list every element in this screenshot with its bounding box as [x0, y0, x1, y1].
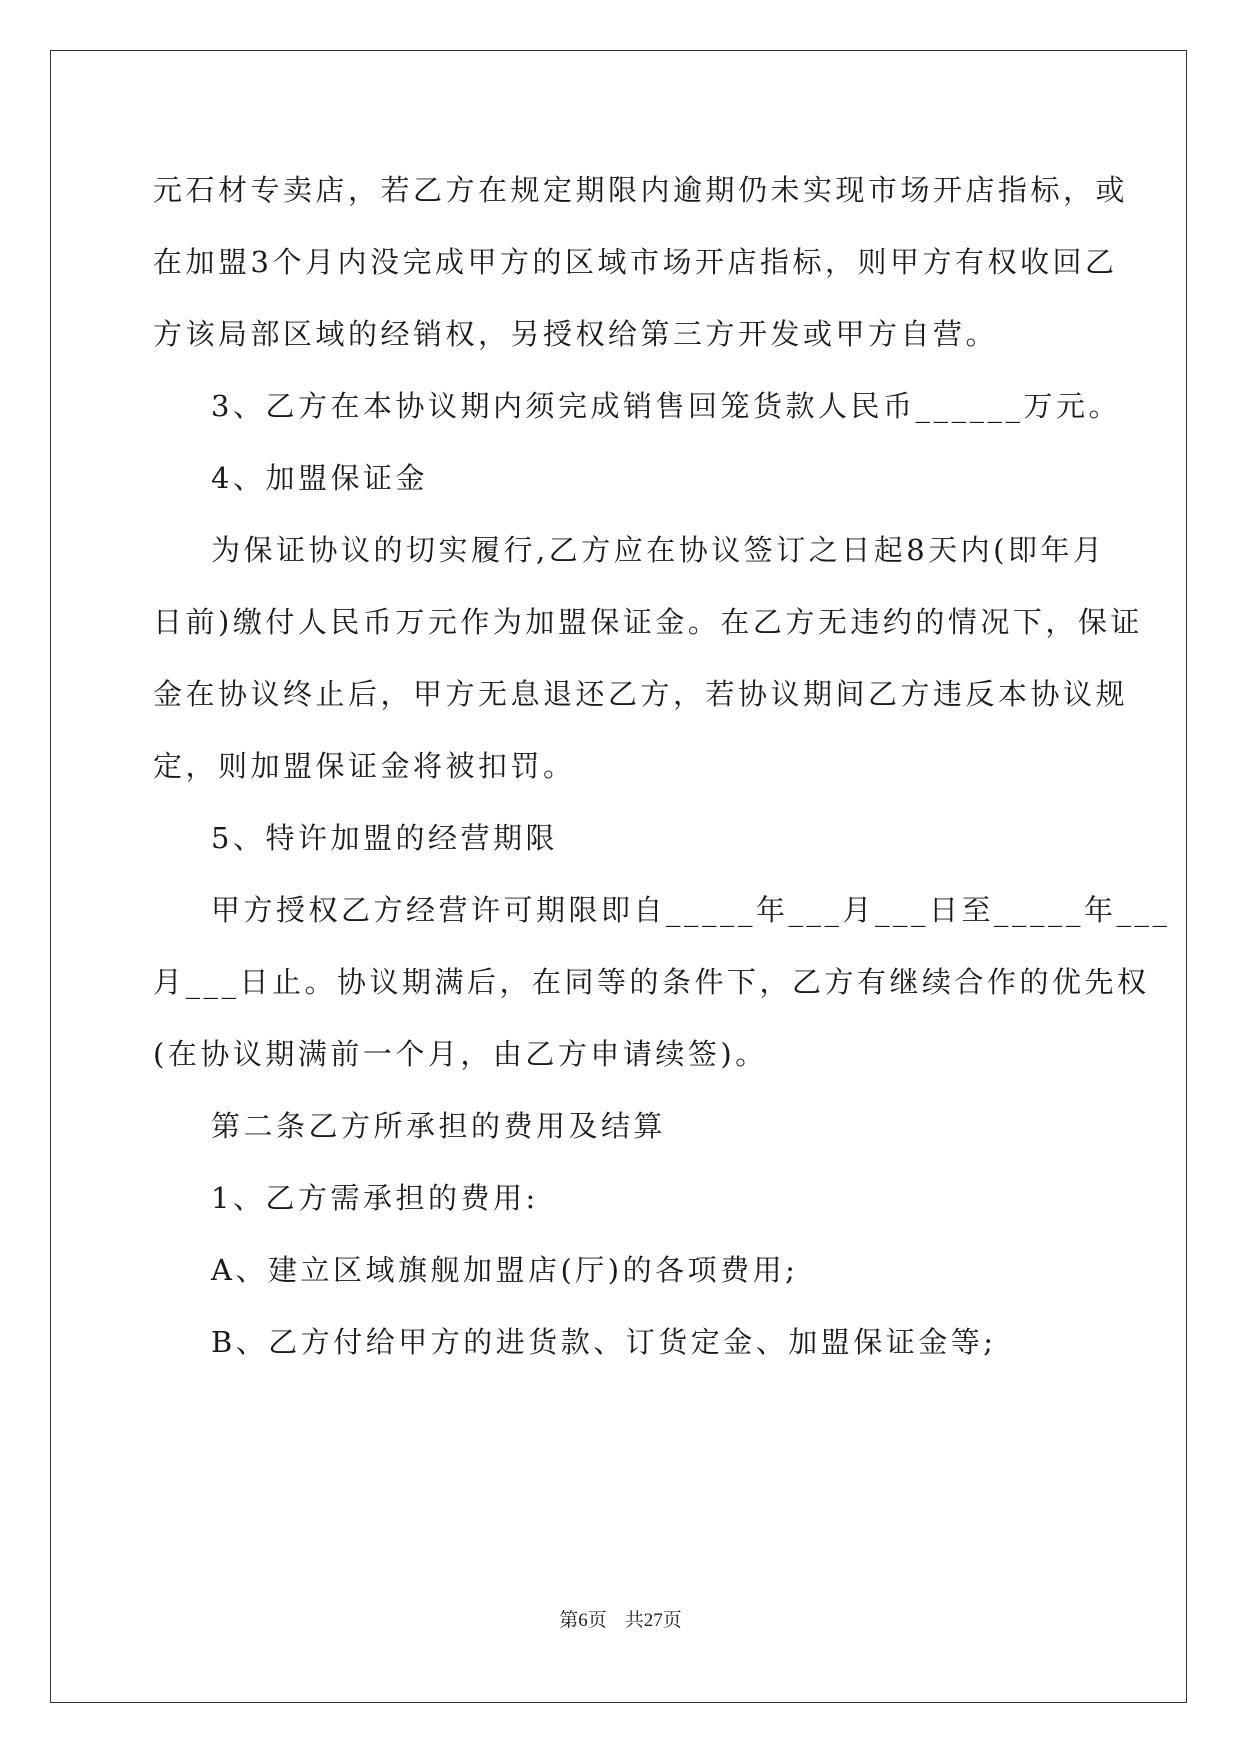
page-total: 共27页 [624, 1610, 682, 1631]
page-number: 第6页 [559, 1610, 607, 1631]
body-line-3: 方该局部区域的经销权，另授权给第三方开发或甲方自营。 [153, 317, 999, 351]
body-line-7: 日前)缴付人民币万元作为加盟保证金。在乙方无违约的情况下，保证 [153, 605, 1143, 639]
body-line-11: 甲方授权乙方经营许可期限即自_____年___月___日至_____年___ [211, 893, 1171, 927]
item-b: B、乙方付给甲方的进货款、订货定金、加盟保证金等; [211, 1325, 997, 1359]
body-line-9: 定，则加盟保证金将被扣罚。 [153, 749, 576, 783]
article-2-heading: 第二条乙方所承担的费用及结算 [211, 1109, 667, 1143]
page-border [50, 50, 1187, 1703]
body-line-12: 月___日止。协议期满后，在同等的条件下，乙方有继续合作的优先权 [153, 965, 1150, 999]
body-line-8: 金在协议终止后，甲方无息退还乙方，若协议期间乙方违反本协议规 [153, 677, 1129, 711]
body-line-13: (在协议期满前一个月，由乙方申请续签)。 [153, 1037, 768, 1071]
body-line-1: 元石材专卖店，若乙方在规定期限内逾期仍未实现市场开店指标，或 [153, 173, 1129, 207]
heading-term: 5、特许加盟的经营期限 [211, 821, 558, 855]
item-a: A、建立区域旗舰加盟店(厅)的各项费用; [211, 1253, 799, 1287]
page-footer [0, 1609, 1241, 1633]
clause-3: 3、乙方在本协议期内须完成销售回笼货款人民币______万元。 [211, 389, 1121, 423]
heading-deposit: 4、加盟保证金 [211, 461, 428, 495]
clause-1-fees: 1、乙方需承担的费用: [211, 1181, 539, 1215]
body-line-2: 在加盟3个月内没完成甲方的区域市场开店指标，则甲方有权收回乙 [153, 245, 1118, 279]
body-line-6: 为保证协议的切实履行,乙方应在协议签订之日起8天内(即年月 [211, 533, 1106, 567]
